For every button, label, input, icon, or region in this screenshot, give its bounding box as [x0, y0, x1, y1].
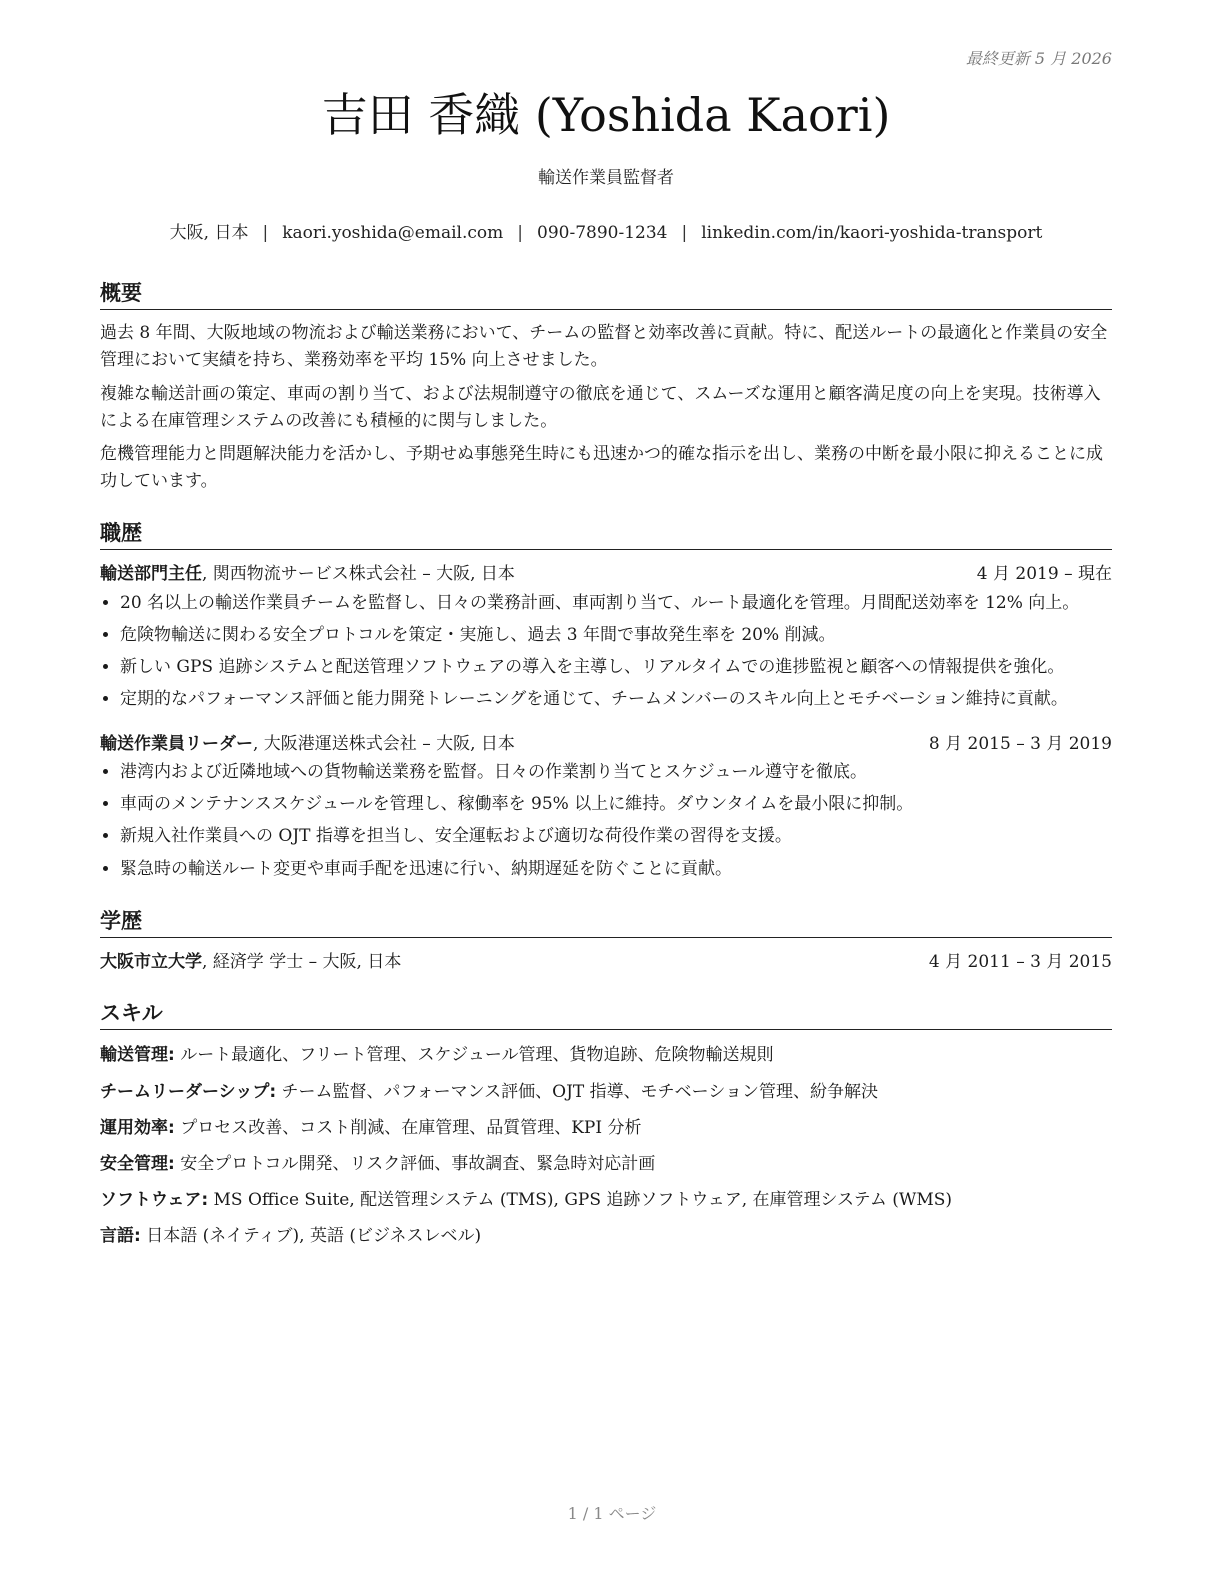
contact-separator: | — [262, 223, 269, 244]
education-header — [100, 950, 1112, 976]
education-line — [100, 950, 401, 976]
skill-label: ソフトウェア: — [100, 1190, 209, 1211]
education-dates: 4 月 2011 – 3 月 2015 — [928, 951, 1112, 972]
summary-paragraph: 複雑な輸送計画の策定、車両の割り当て、および法規制遵守の徹底を通じて、スムーズな運用と顧客満足度の向上を実現。技術導入による在庫管理システムの改善にも積極的に関与しました。 — [100, 383, 1101, 431]
job-dates: 8 月 2015 – 3 月 2019 — [928, 733, 1112, 754]
skill-value: 日本語 (ネイティブ), 英語 (ビジネスレベル) — [140, 1226, 482, 1247]
education-entry — [100, 950, 1112, 976]
headline: 輸送作業員監督者 — [538, 168, 674, 189]
job-bullet: • 港湾内および近隣地域への貨物輸送業務を監督。日々の作業割り当てとスケジュール遵守を徹底。 — [120, 759, 1112, 786]
candidate-name: 吉田 香織 (Yoshida Kaori) — [321, 88, 891, 142]
job-dates: 4 月 2019 – 現在 — [976, 564, 1112, 585]
skill-value: ルート最適化、フリート管理、スケジュール管理、貨物追跡、危険物輸送規則 — [174, 1045, 774, 1066]
skill-row — [100, 1079, 1112, 1106]
section-title: 学歴 — [100, 905, 1112, 938]
job-bullets — [100, 759, 1112, 883]
job-bullets — [100, 590, 1112, 714]
education-section — [100, 905, 1112, 976]
summary-section — [100, 277, 1112, 495]
job-org: , 関西物流サービス株式会社 – 大阪, 日本 — [202, 564, 515, 585]
school-name: 大阪市立大学 — [100, 951, 202, 972]
contact-email[interactable]: kaori.yoshida@email.com — [282, 223, 504, 244]
contact-separator: | — [517, 223, 524, 244]
degree-detail: , 経済学 学士 – 大阪, 日本 — [202, 951, 402, 972]
job-bullet: • 車両のメンテナンススケジュールを管理し、稼働率を 95% 以上に維持。ダウンタイムを最小限に抑制。 — [120, 791, 1112, 818]
skill-value: MS Office Suite, 配送管理システム (TMS), GPS 追跡ソフトウェア, 在庫管理システム (WMS) — [208, 1190, 953, 1211]
skill-label: 運用効率: — [100, 1117, 175, 1138]
job-header — [100, 562, 1112, 588]
skill-label: 言語: — [100, 1226, 141, 1247]
job-title-line — [100, 562, 515, 588]
last-updated: 最終更新 5 月 2026 — [965, 49, 1112, 68]
contact-separator: | — [681, 223, 688, 244]
skill-value: チーム監督、パフォーマンス評価、OJT 指導、モチベーション管理、紛争解決 — [276, 1081, 878, 1102]
job-bullet: • 緊急時の輸送ルート変更や車両手配を迅速に行い、納期遅延を防ぐことに貢献。 — [120, 856, 1112, 883]
skill-value: 安全プロトコル開発、リスク評価、事故調査、緊急時対応計画 — [174, 1153, 656, 1174]
section-title: スキル — [100, 997, 1112, 1030]
skill-label: チームリーダーシップ: — [100, 1081, 277, 1102]
job-bullet: • 新規入社作業員への OJT 指導を担当し、安全運転および適切な荷役作業の習得を支援。 — [120, 823, 1112, 850]
skill-value: プロセス改善、コスト削減、在庫管理、品質管理、KPI 分析 — [174, 1117, 642, 1138]
section-title: 職歴 — [100, 517, 1112, 550]
job-entry — [100, 562, 1112, 713]
section-title: 概要 — [100, 277, 1112, 310]
contact-phone[interactable]: 090-7890-1234 — [537, 223, 668, 244]
experience-section — [100, 517, 1112, 883]
skill-label: 安全管理: — [100, 1153, 175, 1174]
job-org: , 大阪港運送株式会社 – 大阪, 日本 — [253, 733, 515, 754]
job-bullet: • 定期的なパフォーマンス評価と能力開発トレーニングを通じて、チームメンバーのスキル向上とモチベーション維持に貢献。 — [120, 686, 1112, 713]
skill-row — [100, 1042, 1112, 1069]
skill-row — [100, 1187, 1112, 1214]
skill-row — [100, 1151, 1112, 1178]
summary-paragraph: 危機管理能力と問題解決能力を活かし、予期せぬ事態発生時にも迅速かつ的確な指示を出し、業務の中断を最小限に抑えることに成功しています。 — [100, 443, 1103, 492]
job-entry — [100, 732, 1112, 883]
skill-row — [100, 1223, 1112, 1250]
job-bullet: • 危険物輸送に関わる安全プロトコルを策定・実施し、過去 3 年間で事故発生率を 20% 削減。 — [120, 622, 1112, 649]
job-bullet: • 新しい GPS 追跡システムと配送管理ソフトウェアの導入を主導し、リアルタイムでの進捗監視と顧客への情報提供を強化。 — [120, 654, 1112, 681]
job-title-line — [100, 732, 515, 758]
summary-paragraph: 過去 8 年間、大阪地域の物流および輸送業務において、チームの監督と効率改善に貢献。特に、配送ルートの最適化と作業員の安全管理において実績を持ち、業務効率を平均 15% 向上させました。 — [100, 323, 1108, 371]
job-role: 輸送部門主任 — [100, 564, 202, 585]
contact-line — [100, 218, 1112, 243]
contact-linkedin[interactable]: linkedin.com/in/kaori-yoshida-transport — [701, 223, 1043, 244]
skill-label: 輸送管理: — [100, 1045, 175, 1066]
contact-location: 大阪, 日本 — [169, 223, 249, 244]
page-number: 1 / 1 ページ — [567, 1504, 657, 1523]
job-bullet: • 20 名以上の輸送作業員チームを監督し、日々の業務計画、車両割り当て、ルート最適化を管理。月間配送効率を 12% 向上。 — [120, 590, 1112, 617]
job-header — [100, 732, 1112, 758]
skill-row — [100, 1115, 1112, 1142]
job-role: 輸送作業員リーダー — [100, 733, 253, 754]
skills-section — [100, 997, 1112, 1250]
